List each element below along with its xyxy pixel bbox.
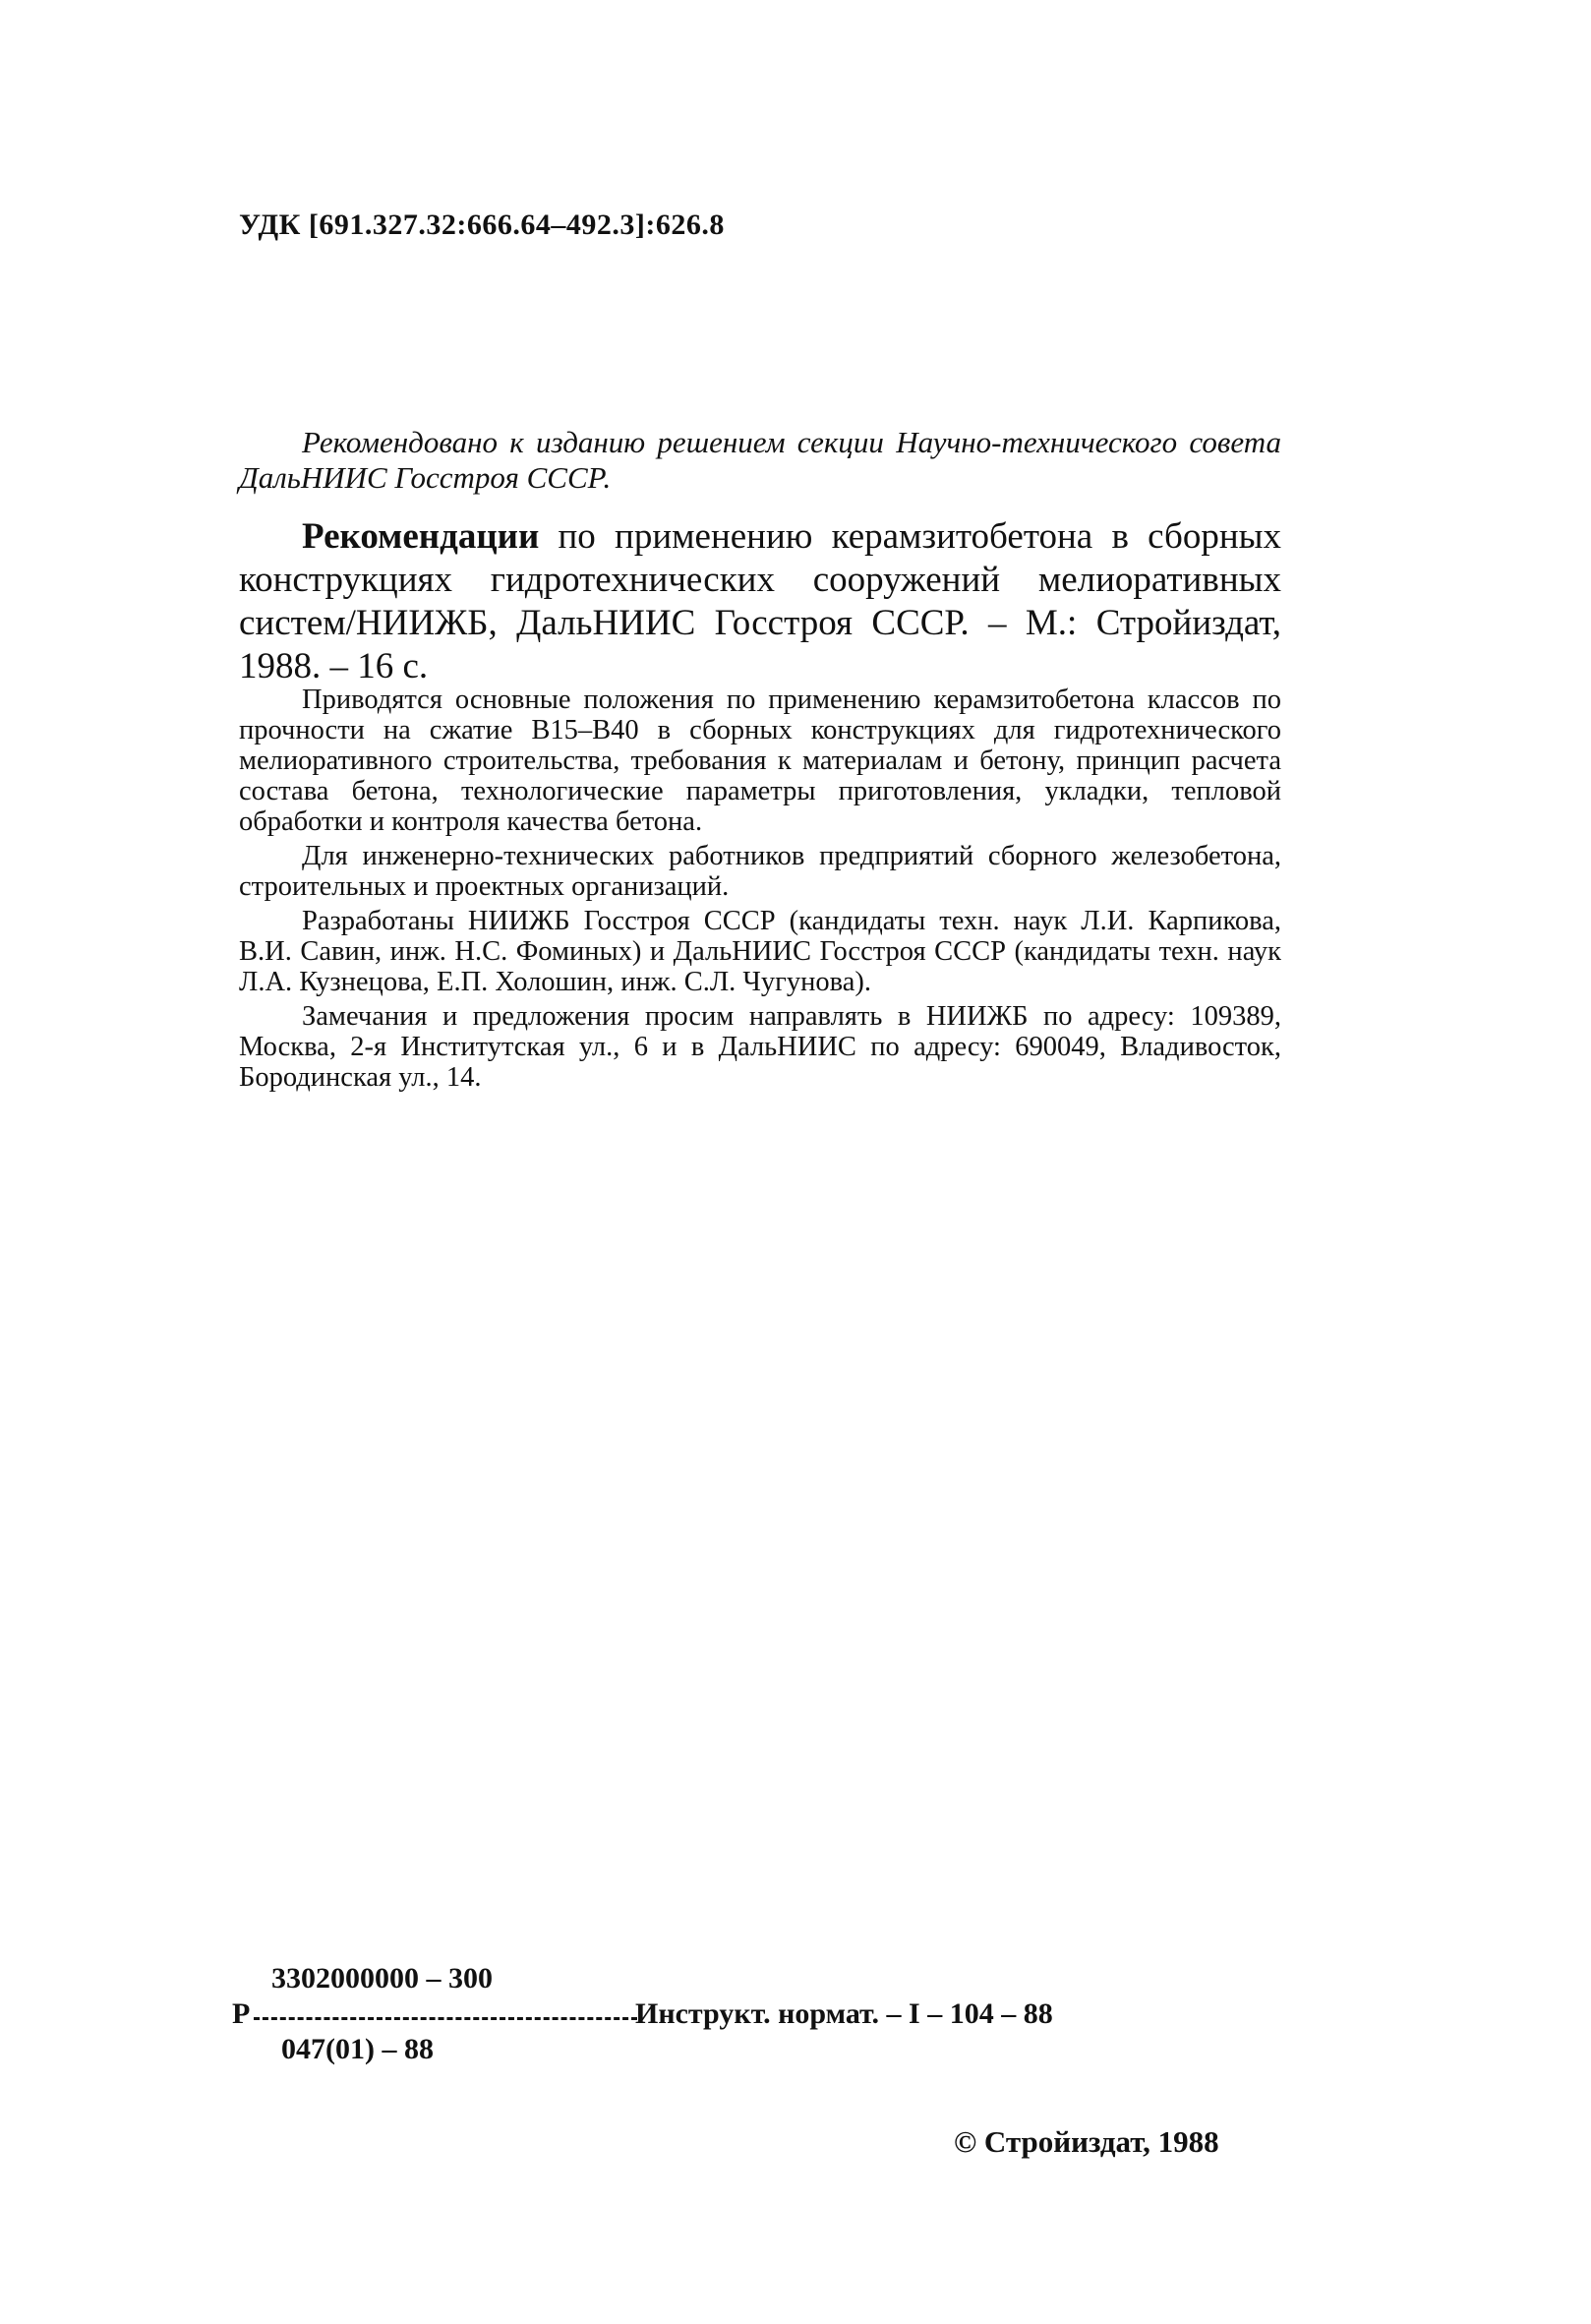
bibliographic-record — [239, 515, 1281, 688]
publication-recommendation: Рекомендовано к изданию решением секции Научно-технического совета ДальНИИС Госстроя СССР. — [239, 425, 1281, 495]
bibliographic-details: по применению керамзитобетона в сборных конструкциях гидротехнических сооружений мелиоративных систем/НИИЖБ, ДальНИИС Госстроя СССР. – М.: Стройиздат, 1988. – 16 с. — [239, 516, 1281, 686]
annotation — [239, 685, 1281, 1097]
annotation-paragraph: Разработаны НИИЖБ Госстроя СССР (кандидаты техн. наук Л.И. Карпикова, В.И. Савин, инж. Н.С. Фоминых) и ДальНИИС Госстроя СССР (кандидаты техн. наук Л.А. Кузнецова, Е.П. Холошин, инж. С.Л. Чугунова). — [239, 906, 1281, 997]
catalog-instruction: Инструкт. нормат. – I – 104 – 88 — [635, 1997, 1053, 2030]
udk-code: УДК [691.327.32:666.64–492.3]:626.8 — [239, 209, 725, 241]
annotation-paragraph: Приводятся основные положения по применению керамзитобетона классов по прочности на сжатие В15–В40 в сборных конструкциях для гидротехнического мелиоративного строительства, требования к материалам и бетону, принцип расчета состава бетона, технологические параметры приготовления, укладки, тепловой обработки и контроля качества бетона. — [239, 685, 1281, 837]
fraction-line — [254, 2017, 637, 2020]
catalog-code — [232, 1962, 1215, 2070]
annotation-paragraph: Замечания и предложения просим направлять в НИИЖБ по адресу: 109389, Москва, 2-я Институтская ул., 6 и в ДальНИИС по адресу: 690049, Владивосток, Бородинская ул., 14. — [239, 1001, 1281, 1093]
catalog-letter: Р — [232, 1997, 251, 2030]
catalog-denominator: 047(01) – 88 — [281, 2033, 434, 2065]
annotation-paragraph: Для инженерно-технических работников предприятий сборного железобетона, строительных и проектных организаций. — [239, 841, 1281, 902]
copyright-notice: © Стройиздат, 1988 — [954, 2124, 1219, 2159]
bibliographic-lead: Рекомендации — [302, 516, 540, 557]
catalog-numerator: 3302000000 – 300 — [271, 1962, 493, 1995]
